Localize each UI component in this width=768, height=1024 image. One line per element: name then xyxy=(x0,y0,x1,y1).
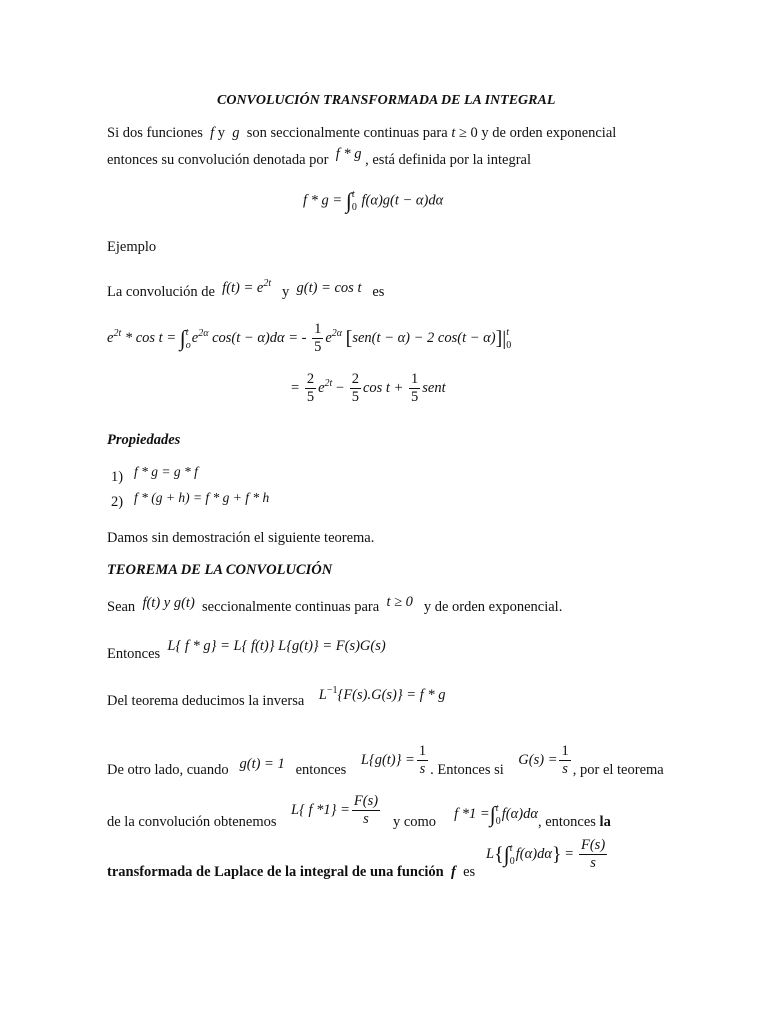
conv-L: L{ f *1} = xyxy=(291,802,350,819)
definition-equation xyxy=(303,188,443,214)
frac-s: s xyxy=(419,761,426,778)
example-equation-2 xyxy=(291,372,446,405)
fraction-one-fifth-c xyxy=(409,372,420,405)
word-entonces: Entonces xyxy=(107,646,161,662)
fraction-Fs-over-s-2 xyxy=(579,838,607,871)
final-int: f(α)dα xyxy=(515,846,552,863)
eq2-e: e xyxy=(318,380,325,397)
capital-g xyxy=(518,743,572,778)
sean-text-c: y de orden exponencial. xyxy=(423,599,563,615)
final-L: L xyxy=(486,846,495,863)
f-def-text: f(t) = e xyxy=(222,280,264,296)
conv-f1: f *1 = xyxy=(454,806,490,823)
right-bracket: ] xyxy=(495,327,503,350)
frac-Fs-2: F(s) xyxy=(579,838,607,855)
other-side-line xyxy=(107,743,664,787)
frac-s-4: s xyxy=(590,855,596,872)
theorem-heading: TEOREMA DE LA CONVOLUCIÓN xyxy=(107,562,333,578)
capital-g-text: G(s) = xyxy=(518,752,558,769)
def-rhs: f(α)g(t − α)dα xyxy=(361,192,444,209)
page-title: CONVOLUCIÓN TRANSFORMADA DE LA INTEGRAL xyxy=(217,93,556,108)
eq1-lower: 0 xyxy=(506,339,512,351)
def-lhs: f * g = xyxy=(303,192,343,209)
theorem-sean-line xyxy=(107,594,563,615)
fraction-one-fifth xyxy=(312,322,323,355)
eq1-int: e xyxy=(191,330,199,347)
minus-sign: − xyxy=(335,380,345,397)
integral-sign-3: ∫ xyxy=(489,801,496,827)
f-definition xyxy=(222,280,271,296)
integral-sign: ∫ xyxy=(345,188,352,213)
fraction-one-over-s-2 xyxy=(559,744,570,777)
eq2-e-exp: 2t xyxy=(324,378,333,390)
eval-limits xyxy=(506,326,511,352)
properties-heading: Propiedades xyxy=(107,432,181,448)
conv-int: f(α)dα xyxy=(501,806,538,823)
sean-text: seccionalmente continuas para xyxy=(202,599,380,615)
final-bold-text: transformada de Laplace de la integral de una función xyxy=(107,864,444,881)
word-es-2: es xyxy=(463,864,476,881)
final-line xyxy=(107,837,609,889)
other-text-d: , por el teorema xyxy=(572,762,664,779)
eq1-int-exp: 2α xyxy=(198,328,209,340)
theorem-note: Damos sin demostración el siguiente teorema. xyxy=(107,530,375,546)
eval-bar: | xyxy=(502,327,507,350)
inverse-line xyxy=(107,685,446,709)
other-text-c: . Entonces si xyxy=(430,762,504,779)
word-y: y xyxy=(217,125,226,141)
intro-text-c: ≥ 0 y de orden exponencial xyxy=(458,125,617,141)
property-formula: f * (g + h) = f * g + f * h xyxy=(133,490,270,505)
eq1-lhs: e xyxy=(107,330,114,347)
conv-entonces: , entonces xyxy=(537,814,596,831)
eq1-lhs-exp: 2t xyxy=(113,328,122,340)
sean-functions: f(t) y g(t) xyxy=(142,595,195,611)
final-f: f xyxy=(450,864,456,881)
f-star-one-integral xyxy=(454,801,538,827)
g-definition: g(t) = cos t xyxy=(296,280,362,296)
laplace-g-text: L{g(t)} = xyxy=(360,752,415,769)
convolution-symbol: f * g xyxy=(335,146,362,162)
frac-a-den: 5 xyxy=(306,389,315,406)
example-line xyxy=(107,278,385,300)
symbol-t: t xyxy=(451,125,456,141)
laplace-g xyxy=(360,743,430,778)
integral-limits: t 0 xyxy=(351,189,357,213)
left-bracket: [ xyxy=(345,327,353,350)
property-formula: f * g = g * f xyxy=(133,464,198,479)
laplace-f-star-one xyxy=(291,793,382,828)
intro-text-b: son seccionalmente continuas para xyxy=(246,125,448,141)
intro-line-1 xyxy=(107,126,616,141)
other-text-b: entonces xyxy=(295,762,347,779)
intro-line-2 xyxy=(107,146,532,168)
word-sean: Sean xyxy=(107,599,136,615)
fraction-two-fifths-a xyxy=(305,372,316,405)
frac-one: 1 xyxy=(417,744,428,761)
eq1-upper: t xyxy=(506,326,510,338)
word-y-2: y xyxy=(282,284,290,300)
frac-s-3: s xyxy=(363,811,369,828)
sean-condition: t ≥ 0 xyxy=(386,594,413,610)
frac-b-den: 5 xyxy=(351,389,359,406)
laplace-integral: L{∫ t 0 f(α)dα} = $\frac{F(s)}{s}$ xyxy=(486,837,606,872)
frac-den: 5 xyxy=(314,339,322,356)
symbol-f: f xyxy=(210,125,215,141)
frac-a-num: 2 xyxy=(305,372,316,389)
frac-b-num: 2 xyxy=(350,372,361,389)
convolution-result-line xyxy=(107,793,611,839)
inverse-L: L xyxy=(318,687,327,703)
intro-text-2b: , está definida por la integral xyxy=(365,152,532,168)
intro-text: Si dos funciones xyxy=(107,125,203,141)
eq1-int-tail: cos(t − α)dα = - xyxy=(212,330,307,347)
frac-s-2: s xyxy=(562,761,568,778)
property-2 xyxy=(111,490,270,510)
example-heading: Ejemplo xyxy=(107,239,157,255)
eq2-cos: cos t + xyxy=(362,380,404,397)
integral-limits-2: t o xyxy=(185,326,191,351)
integral-limits-4: t 0 xyxy=(509,842,515,867)
example-equation-1 xyxy=(107,322,512,355)
equals-sign: = xyxy=(291,380,300,397)
symbol-g: g xyxy=(232,125,240,141)
word-es: es xyxy=(372,284,385,300)
eq2-sen: sent xyxy=(422,380,446,397)
integral-sign-2: ∫ xyxy=(179,325,186,351)
f-exp: 2t xyxy=(263,278,272,289)
left-brace: { xyxy=(494,843,504,866)
fraction-two-fifths-b xyxy=(350,372,361,405)
theorem-equation: L{ f * g} = L{ f(t)} L{g(t)} = F(s)G(s) xyxy=(167,638,386,654)
integral-limits-3: t 0 xyxy=(495,802,501,827)
frac-c-den: 5 xyxy=(411,389,419,406)
word-y-como: y como xyxy=(392,814,437,831)
theorem-entonces-line xyxy=(107,638,386,662)
frac-one-2: 1 xyxy=(559,744,570,761)
integral-sign-4: ∫ xyxy=(503,841,510,867)
inverse-text: Del teorema deducimos la inversa xyxy=(107,693,305,709)
inverse-exp: −1 xyxy=(326,685,338,696)
conv-text: de la convolución obtenemos xyxy=(107,814,277,831)
inverse-equation xyxy=(319,687,446,703)
word-la: la xyxy=(599,814,611,831)
other-text-a: De otro lado, cuando xyxy=(107,762,229,779)
frac-num: 1 xyxy=(312,322,323,339)
example-text: La convolución de xyxy=(107,284,215,300)
frac-c-num: 1 xyxy=(409,372,420,389)
frac-Fs: F(s) xyxy=(352,794,380,811)
property-1 xyxy=(111,464,198,485)
g-equals-one: g(t) = 1 xyxy=(239,756,285,773)
fraction-one-over-s xyxy=(417,744,428,777)
inverse-rest: {F(s).G(s)} = f * g xyxy=(337,687,446,703)
property-number: 2) xyxy=(111,494,124,510)
eq1-bracket: sen(t − α) − 2 cos(t − α) xyxy=(352,330,496,347)
eq1-e: e xyxy=(325,330,332,347)
right-brace: } xyxy=(551,843,562,866)
intro-text-2: entonces su convolución denotada por xyxy=(107,152,329,168)
property-number: 1) xyxy=(111,469,124,485)
eq1-e-exp: 2α xyxy=(331,328,343,340)
eq1-mid: * cos t = xyxy=(124,330,177,347)
fraction-Fs-over-s xyxy=(352,794,380,827)
